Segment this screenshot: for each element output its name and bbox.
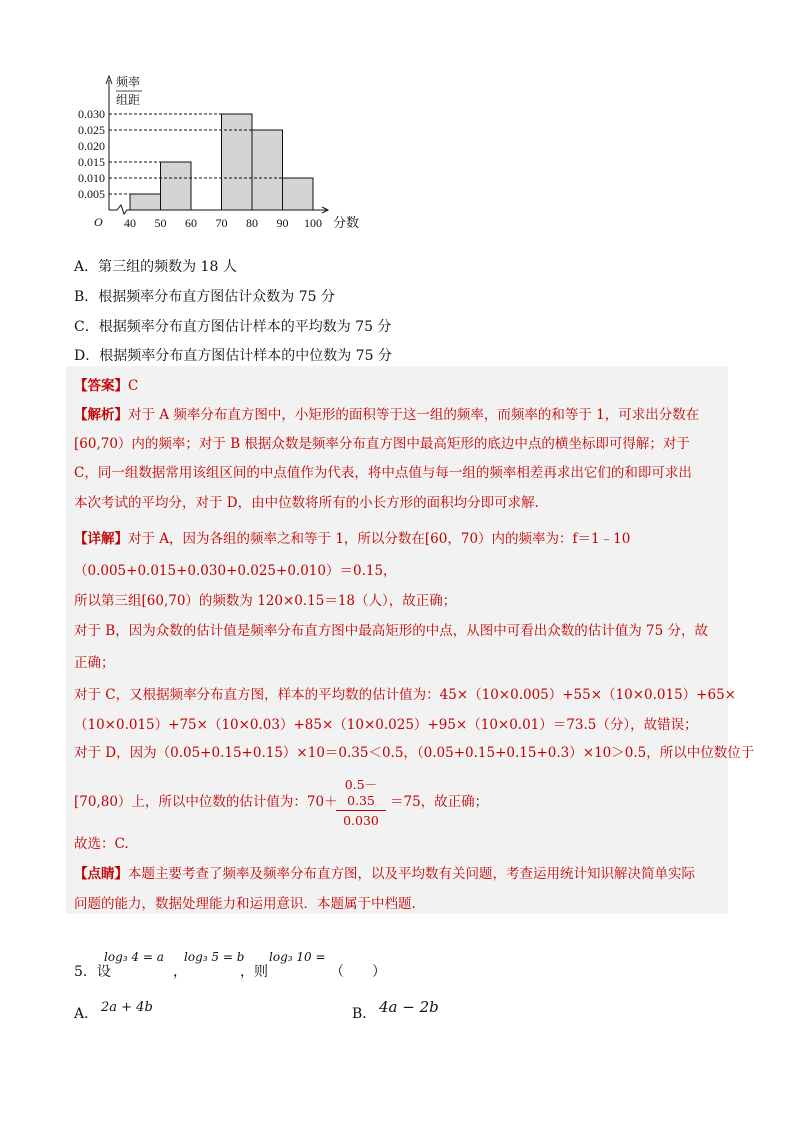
analysis-line-4: 本次考试的平均分，对于 D，由中位数将所有的小长方形的面积均分即可求解.: [74, 495, 539, 511]
detail-line-6: 对于 C，又根据频率分布直方图，样本的平均数的估计值为：45×（10×0.005）+55×（10×0.015）+65×: [74, 687, 736, 703]
detail-line-5: 正确；: [74, 655, 115, 671]
analysis-tag: 【解析】: [74, 407, 128, 423]
median-line-prefix: [70,80）上，所以中位数的估计值为：70＋: [74, 794, 338, 810]
detail-line-7: （10×0.015）+75×（10×0.03）+85×（10×0.025）+95×（10×0.01）＝73.5（分），故错误；: [74, 717, 698, 733]
y-tick-label-0.015: 0.015: [78, 155, 105, 169]
option-c: C．根据频率分布直方图估计样本的平均数为 75 分: [74, 319, 392, 335]
question-5-condition-2: log₃ 5 = b: [184, 950, 245, 964]
histogram-bar-90-100: [283, 178, 314, 210]
question-5-separator-2: ，则: [240, 964, 268, 980]
detail-line-3: 所以第三组[60,70）的频数为 120×0.15＝18（人），故正确；: [74, 593, 457, 609]
x-tick-label-60: 60: [185, 216, 197, 230]
histogram-bar-50-60: [161, 162, 192, 210]
answer-tag: 【答案】: [74, 378, 128, 394]
analysis-line-2: [60,70）内的频率；对于 B 根据众数是频率分布直方图中最高矩形的底边中点的横坐标即可得解；对于: [74, 436, 690, 452]
option-a: A．第三组的频数为 18 人: [74, 259, 237, 275]
option-d: D．根据频率分布直方图估计样本的中位数为 75 分: [74, 348, 392, 364]
comment-tag: 【点睛】: [74, 866, 128, 882]
y-tick-label-0.020: 0.020: [78, 139, 105, 153]
analysis-line-1: 【解析】对于 A 频率分布直方图中，小矩形的面积等于这一组的频率，而频率的和等于 1，可求出分数在: [74, 407, 700, 423]
question-5-condition-1: log₃ 4 = a: [104, 950, 164, 964]
y-tick-label-0.005: 0.005: [78, 187, 105, 201]
y-axis-label-bottom: 组距: [116, 93, 141, 107]
histogram-bar-80-90: [252, 130, 283, 210]
x-tick-label-40: 40: [124, 216, 136, 230]
median-numerator: 0.5－0.35: [336, 775, 386, 811]
y-tick-label-0.010: 0.010: [78, 171, 105, 185]
comment-line-1: 【点睛】本题主要考查了频率及频率分布直方图，以及平均数有关问题，考查运用统计知识解决简单实际: [74, 866, 695, 882]
histogram-bar-70-80: [222, 114, 253, 210]
conclusion-line: 故选：C.: [74, 836, 129, 852]
answer-value: C: [128, 378, 139, 394]
y-axis-label-top: 频率: [116, 75, 141, 89]
median-line-suffix: ＝75，故正确；: [390, 794, 489, 810]
x-tick-label-50: 50: [154, 216, 167, 230]
median-denominator: 0.030: [343, 813, 379, 828]
question-5-option-a-label: A．: [74, 1006, 99, 1022]
analysis-line-3: C，同一组数据常用该组区间的中点值作为代表，将中点值与每一组的频率相差再求出它们的和即可求出: [74, 465, 692, 481]
question-5-target: log₃ 10 =: [269, 950, 326, 964]
x-tick-label-80: 80: [246, 216, 258, 230]
median-fraction: [336, 775, 386, 828]
comment-line-2: 问题的能力，数据处理能力和运用意识．本题属于中档题.: [74, 896, 416, 912]
x-axis-label: 分数: [333, 215, 360, 230]
detail-tag: 【详解】: [74, 531, 128, 547]
answer-line: [74, 374, 138, 394]
x-tick-label-90: 90: [276, 216, 289, 230]
x-tick-label-70: 70: [215, 216, 228, 230]
question-5-option-a: 2a + 4b: [101, 1000, 153, 1015]
question-5-prefix: 5．设: [74, 964, 111, 980]
x-tick-label-100: 100: [304, 216, 322, 230]
detail-line-4: 对于 B，因为众数的估计值是频率分布直方图中最高矩形的中点，从图中可看出众数的估计值为 75 分，故: [74, 623, 708, 639]
detail-line-2: （0.005+0.015+0.030+0.025+0.010）＝0.15，: [74, 563, 397, 579]
detail-line-1: 【详解】对于 A，因为各组的频率之和等于 1，所以分数在[60，70）内的频率为：f＝1﹣10: [74, 531, 631, 547]
detail-line-8: 对于 D，因为（0.05+0.15+0.15）×10＝0.35＜0.5，（0.05+0.15+0.15+0.3）×10＞0.5，所以中位数位于: [74, 745, 755, 761]
option-b: B．根据频率分布直方图估计众数为 75 分: [74, 289, 336, 305]
y-tick-label-0.030: 0.030: [78, 107, 105, 121]
origin-label: O: [94, 215, 103, 229]
frequency-histogram: [70, 72, 370, 242]
question-5-separator-1: ，: [173, 964, 187, 980]
question-5-blank: （ ）: [330, 964, 386, 980]
question-5-option-b-label: B．: [352, 1006, 377, 1022]
question-5-option-b: 4a − 2b: [379, 998, 439, 1016]
y-tick-label-0.025: 0.025: [78, 123, 105, 137]
histogram-bar-40-50: [130, 194, 161, 210]
